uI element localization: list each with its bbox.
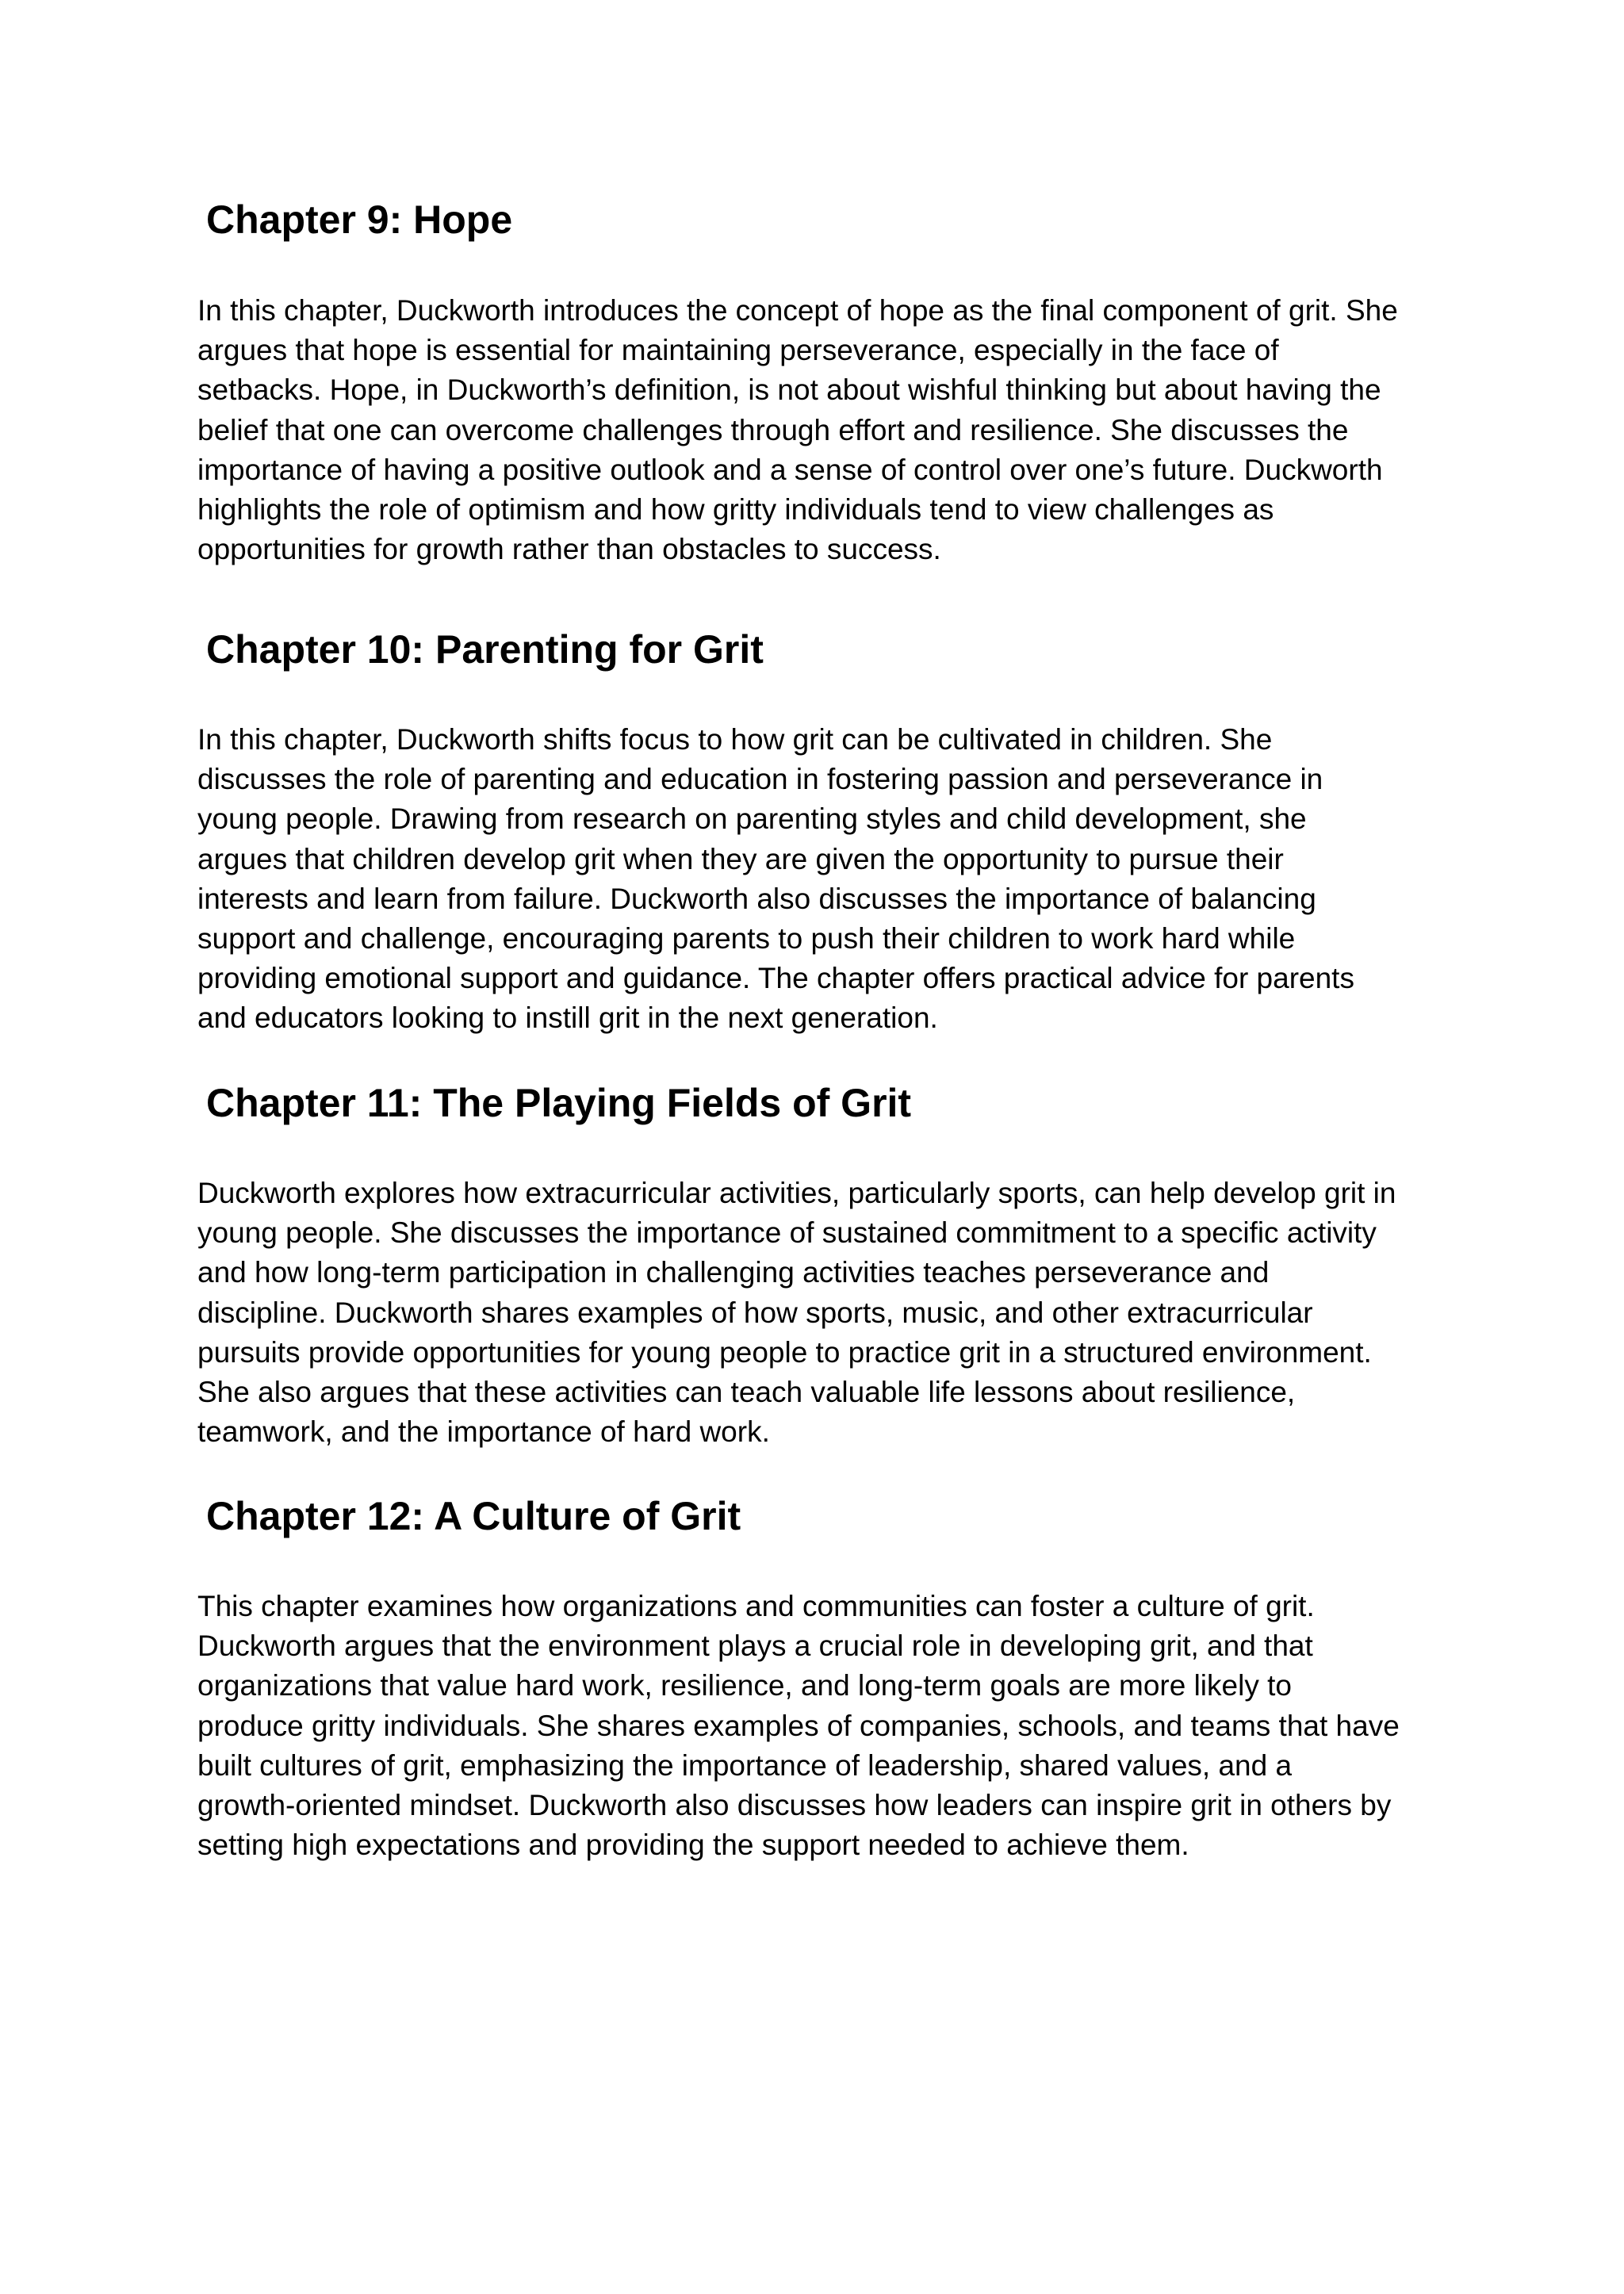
chapter-paragraph: In this chapter, Duckworth shifts focus to how grit can be cultivated in children. She discusses the role of parenting and education in fostering passion and perseverance in young people. Drawing from research on parenting styles and child development, she argues that children develop grit when they are given the opportunity to pursue their interests and learn from failure. Duckworth also discusses the importance of balancing support and challenge, encouraging parents to push their children to work hard while providing emotional support and guidance. The chapter offers practical advice for parents and educators looking to instill grit in the next generation.: [197, 723, 1354, 1035]
chapter-heading: Chapter 10: Parenting for Grit: [206, 627, 764, 672]
chapter-section: [197, 196, 1450, 569]
chapter-paragraph: In this chapter, Duckworth introduces the concept of hope as the final component of grit. She argues that hope is essential for maintaining perseverance, especially in the face of setbacks. Hope, in Duckworth’s definition, is not about wishful thinking but about having the belief that one can overcome challenges through effort and resilience. She discusses the importance of having a positive outlook and a sense of control over one’s future. Duckworth highlights the role of optimism and how gritty individuals tend to view challenges as opportunities for growth rather than obstacles to success.: [197, 294, 1398, 566]
chapter-heading: Chapter 9: Hope: [206, 197, 513, 242]
chapter-paragraph: Duckworth explores how extracurricular activities, particularly sports, can help develop grit in young people. She discusses the importance of sustained commitment to a specific activity and how long-term participation in challenging activities teaches perseverance and discipline. Duckworth shares examples of how sports, music, and other extracurricular pursuits provide opportunities for young people to practice grit in a structured environment. She also argues that these activities can teach valuable life lessons about resilience, teamwork, and the importance of hard work.: [197, 1177, 1396, 1449]
chapter-section: [197, 626, 1450, 1039]
chapter-section: [197, 1079, 1450, 1452]
chapter-section: [197, 1492, 1450, 1865]
chapter-heading: Chapter 12: A Culture of Grit: [206, 1494, 741, 1538]
chapter-heading: Chapter 11: The Playing Fields of Grit: [206, 1081, 912, 1125]
chapter-paragraph: This chapter examines how organizations and communities can foster a culture of grit. Duckworth argues that the environment plays a crucial role in developing grit, and that organizations that value hard work, resilience, and long-term goals are more likely to produce gritty individuals. She shares examples of companies, schools, and teams that have built cultures of grit, emphasizing the importance of leadership, shared values, and a growth-oriented mindset. Duckworth also discusses how leaders can inspire grit in others by setting high expectations and providing the support needed to achieve them.: [197, 1590, 1400, 1862]
